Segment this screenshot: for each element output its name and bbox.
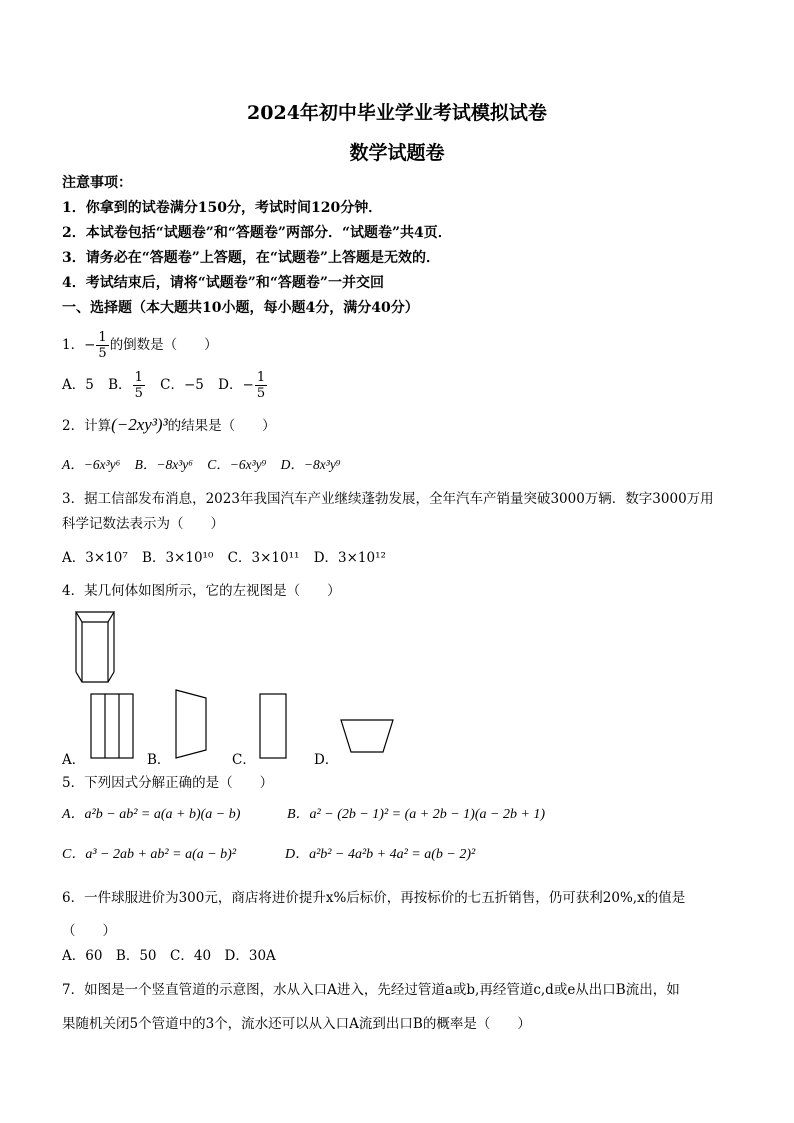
q2-option-b: B．−8x³y⁶ bbox=[134, 457, 193, 472]
q1-fraction: $\frac{1}{5}$ bbox=[98, 330, 107, 361]
prism-figure bbox=[70, 608, 120, 688]
q2-option-d: D．−8x³y⁹ bbox=[280, 457, 341, 472]
q3-option-d: D．3×10¹² bbox=[313, 550, 386, 566]
q3-option-a: A．3×10⁷ bbox=[62, 550, 128, 566]
question-3-line-1: 3．据工信部发布消息，2023年我国汽车产业继续蓬勃发展，全年汽车产销量突破3000万辆．数字3000万用 bbox=[62, 491, 714, 507]
q4-option-d: D． bbox=[314, 752, 339, 768]
q2-suffix: 的结果是（ ） bbox=[167, 418, 276, 434]
q4-option-b: B． bbox=[147, 752, 171, 768]
notice-item-4: 4．考试结束后，请将“试题卷”和“答题卷”一并交回 bbox=[62, 275, 384, 291]
q5-option-c: C．a³ − 2ab + ab² = a(a − b)² bbox=[62, 847, 237, 862]
q2-expression: (−2xy³)³ bbox=[111, 415, 168, 434]
q4-option-c: C． bbox=[232, 752, 256, 768]
q1-options: A．5 B． $\frac{1}{5}$ C．−5 D．− $\frac{1}{5}$ bbox=[62, 370, 266, 401]
question-7-line-2: 果随机关闭5个管道中的3个，流水还可以从入口A流到出口B的概率是（ ） bbox=[62, 1016, 531, 1032]
prism-top-face bbox=[76, 612, 114, 622]
question-6-line-2: （ ） bbox=[62, 923, 116, 939]
q1-prefix: 1．− bbox=[62, 337, 96, 353]
q3-option-c: C．3×10¹¹ bbox=[227, 550, 300, 566]
q1-option-d: D．− bbox=[218, 377, 254, 393]
q1-option-a: A．5 bbox=[62, 377, 94, 393]
q4-option-a-figure bbox=[88, 692, 138, 762]
question-7-line-1: 7．如图是一个竖直管道的示意图，水从入口A进入，先经过管道a或b,再经管道c,d或e从出口B流出，如 bbox=[62, 982, 680, 998]
q5-option-a: A．a²b − ab² = a(a + b)(a − b) bbox=[62, 807, 241, 822]
q3-options bbox=[62, 549, 386, 567]
question-2 bbox=[62, 416, 276, 435]
q4-option-c-figure bbox=[257, 692, 289, 762]
q2-option-c: C．−6x³y⁹ bbox=[207, 457, 267, 472]
notice-item-2: 2．本试卷包括“试题卷”和“答题卷”两部分．“试题卷”共4页． bbox=[62, 225, 452, 241]
section-heading: 一、选择题（本大题共10小题，每小题4分，满分40分） bbox=[62, 300, 419, 316]
q4-option-b-figure bbox=[172, 688, 212, 762]
q1-option-b: B． bbox=[108, 377, 132, 393]
q1-option-c: C．−5 bbox=[160, 377, 204, 393]
q4-option-a: A． bbox=[62, 752, 86, 768]
question-5: 5．下列因式分解正确的是（ ） bbox=[62, 775, 274, 791]
exam-title: 2024年初中毕业学业考试模拟试卷 bbox=[247, 102, 547, 124]
q2-options bbox=[62, 456, 341, 474]
q2-option-a: A．−6x³y⁶ bbox=[62, 457, 121, 472]
question-4: 4．某几何体如图所示，它的左视图是（ ） bbox=[62, 583, 341, 599]
q2-prefix: 2．计算 bbox=[62, 418, 112, 434]
question-3-line-2: 科学记数法表示为（ ） bbox=[62, 516, 224, 532]
question-1 bbox=[62, 330, 218, 361]
question-6-line-1: 6．一件球服进价为300元，商店将进价提升x%后标价，再按标价的七五折销售，仍可获利20%,x的值是 bbox=[62, 890, 686, 906]
notice-item-1: 1．你拿到的试卷满分150分，考试时间120分钟． bbox=[62, 200, 383, 216]
q4-option-d-figure bbox=[338, 716, 396, 756]
q1-suffix: 的倒数是（ ） bbox=[109, 337, 218, 353]
q6-options: A．60 B．50 C．40 D．30A bbox=[62, 948, 276, 964]
q3-option-b: B．3×10¹⁰ bbox=[142, 550, 214, 566]
notice-heading: 注意事项： bbox=[62, 175, 132, 191]
q5-option-b: B．a² − (2b − 1)² = (a + 2b − 1)(a − 2b + 1) bbox=[287, 807, 546, 822]
q5-option-d: D．a²b² − 4a²b + 4a² = a(b − 2)² bbox=[285, 847, 476, 862]
notice-item-3: 3．请务必在“答题卷”上答题，在“试题卷”上答题是无效的． bbox=[62, 250, 440, 266]
exam-subtitle: 数学试题卷 bbox=[349, 142, 445, 164]
